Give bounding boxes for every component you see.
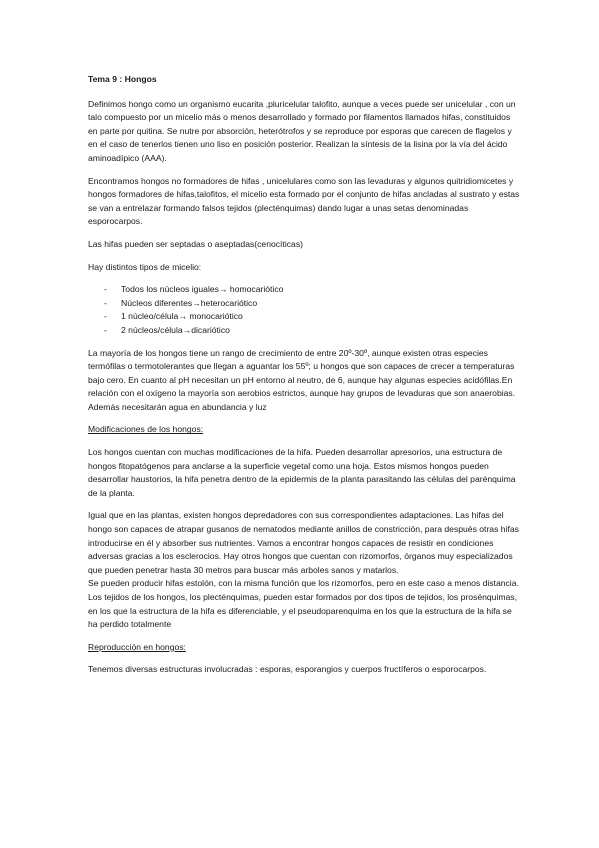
section-heading-modificaciones: Modificaciones de los hongos: bbox=[88, 424, 204, 435]
section-heading-reproduccion: Reproducción en hongos: bbox=[88, 641, 186, 652]
document-page bbox=[88, 73, 520, 686]
list-item: - 2 núcleos/célula→dicariótico bbox=[88, 324, 520, 338]
paragraph-septadas: Las hifas pueden ser septadas o aseptadas(cenocíticas) bbox=[88, 238, 303, 249]
paragraph-hifas-types: Encontramos hongos no formadores de hifas , unicelulares como son las levaduras y algunos quitridiomicetes y hongos formadores de hifas,talofitos, el micelio esta formado por el conjunto de hifas ancladas al sustrato y estas se van a entrelazar formando falsos tejidos (plecténquimas) dando lugar a unas setas denominadas esporocarpos. bbox=[88, 175, 520, 227]
document-title: Tema 9 : Hongos bbox=[88, 74, 157, 84]
micelio-list bbox=[88, 283, 520, 337]
paragraph-estolon: Se pueden producir hifas estolón, con la misma función que los rizomorfos, pero en este caso a menos distancia. Los tejidos de los hongos, los plecténquimas, pueden estar formados por dos tipos de tejidos, los prosénquimas, en los que la estructura de la hifa es diferenciable, y el pseudoparenquima en los que la estructura de la hifa se ha perdido totalmente bbox=[88, 578, 519, 630]
list-item: - Núcleos diferentes→heterocariótico bbox=[88, 297, 520, 311]
paragraph-apresorios: Los hongos cuentan con muchas modificaciones de la hifa. Pueden desarrollar apresorios, una estructura de hongos fitopatógenos para anclarse a la superficie vegetal como una hoja. Estos mismos hongos pueden desarrollar haustorios, la hifa penetra dentro de la epidermis de la planta parasitando las células del parénquima de la planta. bbox=[88, 447, 516, 498]
paragraph-growth-conditions: La mayoría de los hongos tiene un rango de crecimiento de entre 20º-30º, aunque existen otras especies termófilas o termotolerantes que llegan a aguantar los 55º; u hongos que son capaces de crecer a temperaturas bajo cero. En cuanto al pH necesitan un pH entorno al neutro, de 6, aunque hay algunas especies acidófilas.En relación con el oxígeno la mayoría son aerobios estrictos, aunque hay grupos de levaduras que son anaerobias. Además necesitarán agua en abundancia y luz bbox=[88, 347, 516, 412]
list-item: - 1 núcleo/célula→ monocariótico bbox=[88, 310, 520, 324]
paragraph-depredadores: Igual que en las plantas, existen hongos depredadores con sus correspondientes adaptaciones. Las hifas del hongo son capaces de atrapar gusanos de nematodos mediante anillos de constricción, para después otras hifas introducirse en él y absorber sus nutrientes. Vamos a encontrar hongos capaces de resistir en condiciones adversas gracias a los esclerocios. Hay otros hongos que cuentan con rizomorfos, órganos muy especializados que pueden penetrar hasta 30 metros para buscar más arboles sanos y matarlos. bbox=[88, 510, 519, 575]
paragraph-reproduccion: Tenemos diversas estructuras involucradas : esporas, esporangios y cuerpos fructíferos o esporocarpos. bbox=[88, 664, 487, 675]
paragraph-definition: Definimos hongo como un organismo eucarita ,pluricelular talofito, aunque a veces puede ser unicelular , con un talo compuesto por un micelio más o menos desarrollado y formado por filamentos llamados hifas, constituidos en parte por quitina. Se nutre por absorción, heterótrofos y se reproduce por esporas que carecen de flagelos y en el caso de tenerlos tienen uno liso en posición posterior. Realizan la síntesis de la lisina por la vía del ácido aminoadípico (AAA). bbox=[88, 98, 516, 163]
paragraph-micelio-intro: Hay distintos tipos de micelio: bbox=[88, 261, 202, 272]
list-item: - Todos los núcleos iguales→ homocariótico bbox=[88, 283, 520, 297]
